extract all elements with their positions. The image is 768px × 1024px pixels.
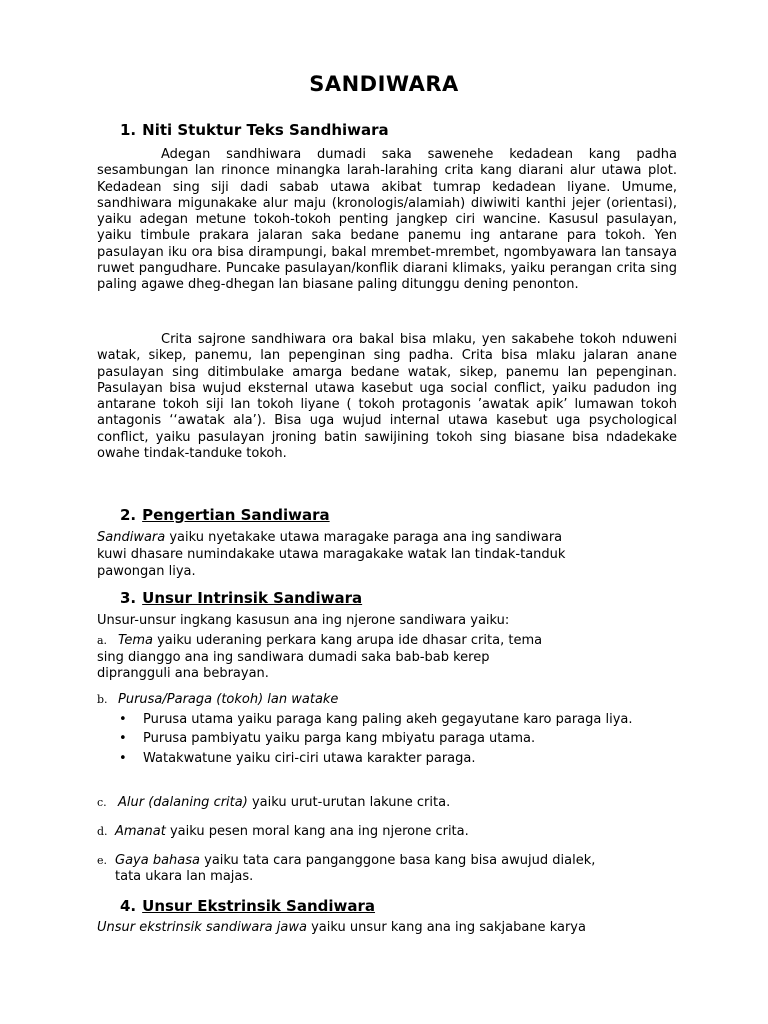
section-1-paragraph-1 bbox=[97, 147, 677, 294]
item-e-term: Gaya bahasa bbox=[115, 853, 200, 868]
list-item bbox=[119, 712, 679, 728]
item-a bbox=[97, 633, 542, 649]
bullet-text: Purusa pambiyatu yaiku parga kang mbiyatu paraga utama. bbox=[143, 731, 536, 747]
section-4-term: Unsur ekstrinsik sandiwara jawa bbox=[97, 920, 307, 935]
section-4-text: yaiku unsur kang ana ing sakjabane karya bbox=[306, 920, 586, 935]
section-2-line-3: pawongan liya. bbox=[97, 564, 196, 579]
bullet-text: Purusa utama yaiku paraga kang paling akeh gegayutane karo paraga liya. bbox=[143, 712, 633, 727]
section-2-number: 2. bbox=[120, 506, 137, 524]
section-3-title: Unsur Intrinsik Sandiwara bbox=[142, 589, 363, 607]
item-b-term: Purusa/Paraga (tokoh) lan watake bbox=[118, 692, 339, 707]
item-e-text: yaiku tata cara panganggone basa kang bisa awujud dialek, bbox=[200, 853, 596, 868]
item-b-label: b. bbox=[97, 693, 108, 706]
section-1-paragraph-2 bbox=[97, 332, 677, 462]
section-4-number: 4. bbox=[120, 897, 137, 915]
section-4-heading bbox=[120, 897, 375, 915]
item-c-label: c. bbox=[97, 796, 107, 809]
section-3-intro: Unsur-unsur ingkang kasusun ana ing njerone sandiwara yaiku: bbox=[97, 613, 510, 628]
bullet-text: Watakwatune yaiku ciri-ciri utawa karakter paraga. bbox=[143, 750, 476, 766]
list-item bbox=[119, 731, 679, 747]
item-a-label: a. bbox=[97, 634, 108, 647]
section-4-line-1 bbox=[97, 920, 586, 936]
section-1-heading bbox=[120, 121, 389, 139]
item-d-text: yaiku pesen moral kang ana ing njerone crita. bbox=[165, 824, 469, 839]
section-2-line-2: kuwi dhasare numindakake utawa maragakake watak lan tindak-tanduk bbox=[97, 547, 566, 562]
item-e-line-2: tata ukara lan majas. bbox=[115, 869, 254, 884]
item-c-text: yaiku urut-urutan lakune crita. bbox=[247, 795, 451, 810]
item-e-label: e. bbox=[97, 854, 108, 867]
bullet-icon: • bbox=[119, 712, 127, 727]
item-d-label: d. bbox=[97, 825, 108, 838]
document-title: SANDIWARA bbox=[309, 72, 459, 96]
sandiwara-term: Sandiwara bbox=[97, 530, 166, 545]
section-3-number: 3. bbox=[120, 589, 137, 607]
item-b bbox=[97, 692, 338, 708]
section-1-title: Niti Stuktur Teks Sandhiwara bbox=[142, 121, 389, 139]
item-a-line-2: sing dianggo ana ing sandiwara dumadi saka bab-bab kerep bbox=[97, 650, 490, 665]
section-2-title: Pengertian Sandiwara bbox=[142, 506, 330, 524]
section-1-number: 1. bbox=[120, 121, 137, 139]
section-4-title: Unsur Ekstrinsik Sandiwara bbox=[142, 897, 376, 915]
item-a-term: Tema bbox=[118, 633, 153, 648]
item-d bbox=[97, 824, 469, 840]
bullet-icon: • bbox=[119, 750, 127, 766]
bullet-icon: • bbox=[119, 731, 127, 747]
section-2-heading bbox=[120, 506, 330, 524]
section-3-heading bbox=[120, 589, 362, 607]
item-a-line-3: diprangguli ana bebrayan. bbox=[97, 666, 269, 681]
section-2-line-1-text: yaiku nyetakake utawa maragake paraga ana ing sandiwara bbox=[165, 530, 563, 545]
item-a-text: yaiku uderaning perkara kang arupa ide dhasar crita, tema bbox=[152, 633, 543, 648]
intrinsic-bullet-list bbox=[119, 712, 679, 770]
item-e bbox=[97, 853, 595, 869]
section-1-paragraph-2-text: Crita sajrone sandhiwara ora bakal bisa mlaku, yen sakabehe tokoh nduweni watak, sikep, panemu, lan pepenginan sing padha. Crita bisa mlaku jalaran anane pasulayan sing ditimbulake amarga bedane watak, sikep, panemu lan pepenginan. Pasulayan bisa wujud eksternal utawa kasebut uga social conflict, yaiku padudon ing antarane tokoh siji lan tokoh liyane ( tokoh protagonis ’awatak apik’ lumawan tokoh antagonis ‘‘awatak ala’). Bisa uga wujud internal utawa kasebut uga psychological conflict, yaiku pasulayan jroning batin sawijining tokoh sing biasane bisa ndadekake owahe tindak-tanduke tokoh. bbox=[97, 332, 677, 462]
item-c bbox=[97, 795, 450, 811]
list-item bbox=[119, 751, 679, 767]
item-d-term: Amanat bbox=[115, 824, 166, 839]
item-c-term: Alur (dalaning crita) bbox=[118, 795, 248, 810]
section-1-paragraph-1-text: Adegan sandhiwara dumadi saka sawenehe kedadean kang padha sesambungan lan rinonce minangka larah-larahing crita kang diarani alur utawa plot. Kedadean sing siji dadi sabab utawa akibat tumrap kedadean liyane. Umume, sandhiwara migunakake alur maju (kronologis/alamiah) diwiwiti kanthi jejer (orientasi), yaiku adegan metune tokoh-tokoh penting jangkep ciri wancine. Kasusul pasulayan, yaiku timbule prakara jalaran saka bedane panemu ing antarane para tokoh. Yen pasulayan iku ora bisa dirampungi, bakal mrembet-mrembet, ngombyawara lan tansaya ruwet pangudhare. Puncake pasulayan/konflik diarani klimaks, yaiku perangan crita sing paling agawe dheg-dhegan lan biasane paling ditunggu dening penonton. bbox=[97, 147, 677, 293]
section-2-line-1 bbox=[97, 530, 562, 546]
